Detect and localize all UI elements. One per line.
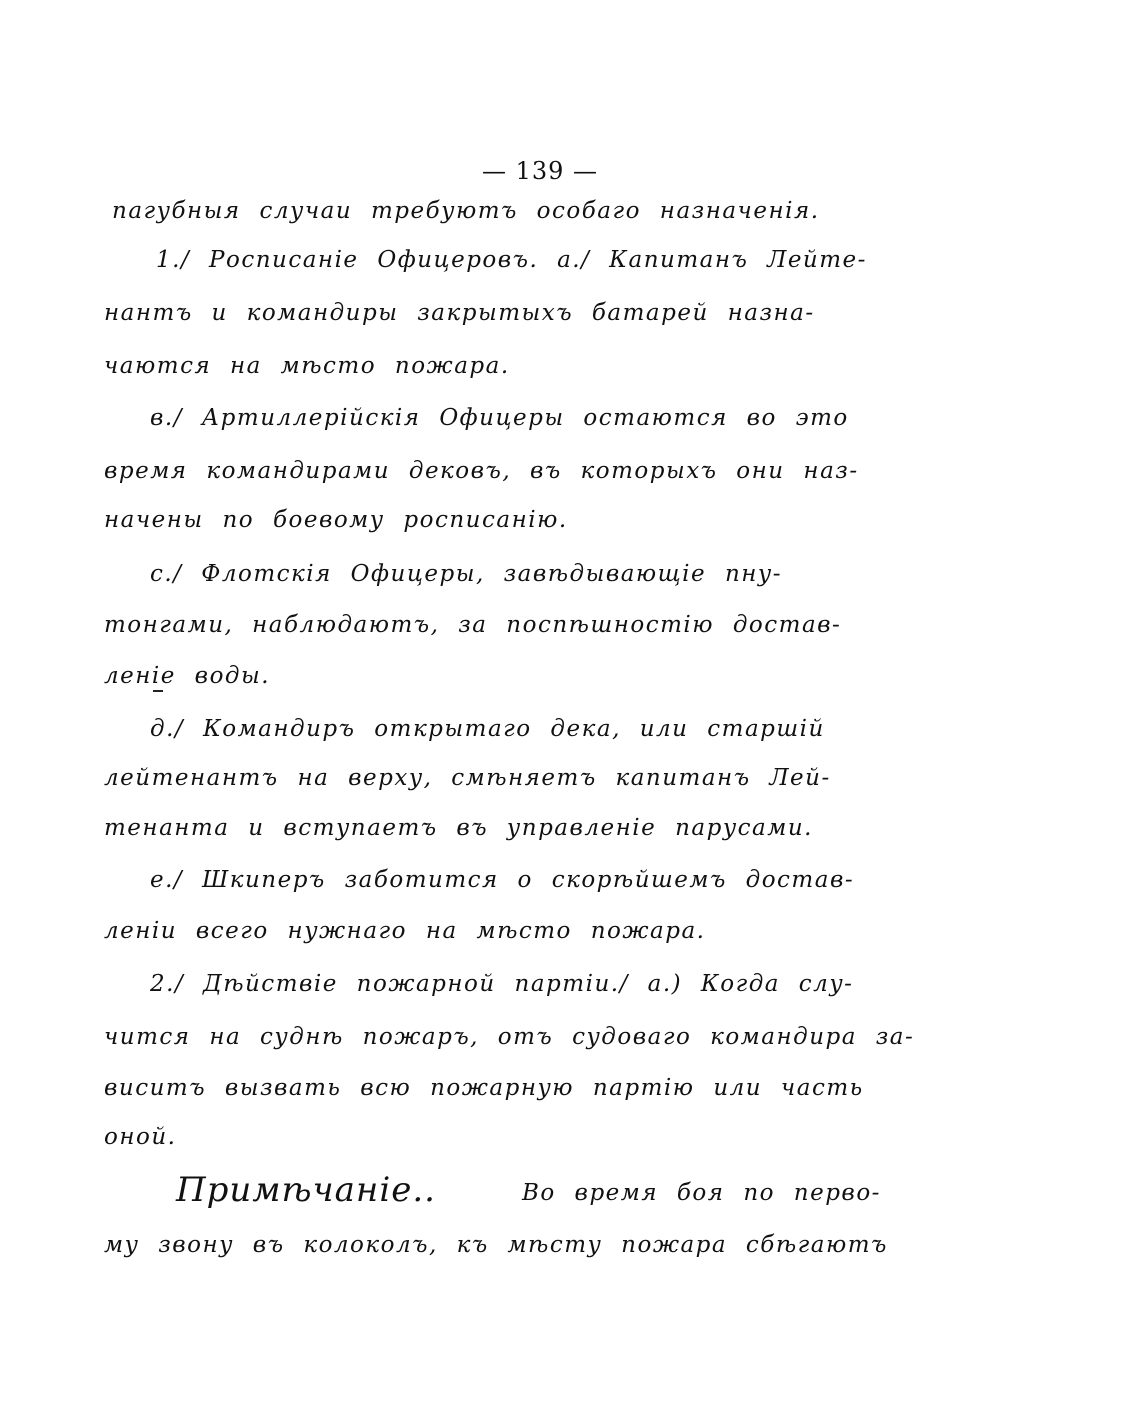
- text-line-4: чаются на мѣсто пожара.: [104, 353, 510, 379]
- note-line-2: му звону въ колоколъ, къ мѣсту пожара сбѣгаютъ: [104, 1232, 888, 1258]
- text-line-17: чится на суднѣ пожаръ, отъ судоваго командира за-: [104, 1024, 915, 1050]
- text-line-3: нантъ и командиры закрытыхъ батарей назна-: [104, 300, 815, 326]
- text-line-18: виситъ вызвать всю пожарную партію или часть: [104, 1075, 864, 1101]
- page-number: — 139 —: [481, 157, 599, 185]
- text-line-2: 1./ Росписаніе Офицеровъ. а./ Капитанъ Лейте-: [156, 247, 867, 273]
- text-line-11: д./ Командиръ открытаго дека, или старшій: [150, 716, 825, 742]
- text-line-9: тонгами, наблюдаютъ, за поспѣшностію достав-: [104, 612, 842, 638]
- text-line-12: лейтенантъ на верху, смѣняетъ капитанъ Лей-: [104, 765, 831, 791]
- text-line-6: время командирами дековъ, въ которыхъ они наз-: [104, 458, 859, 484]
- text-line-7: начены по боевому росписанію.: [104, 507, 568, 533]
- text-line-19: оной.: [104, 1124, 177, 1150]
- text-line-14: е./ Шкиперъ заботится о скорѣйшемъ достав-: [150, 867, 855, 893]
- text-line-5: в./ Артиллерійскія Офицеры остаются во это: [150, 405, 849, 431]
- note-heading: Примѣчаніе..: [176, 1170, 436, 1210]
- text-line-13: тенанта и вступаетъ въ управленіе парусами.: [104, 815, 813, 841]
- note-line-1: Во время боя по перво-: [522, 1180, 881, 1206]
- text-line-16: 2./ Дѣйствіе пожарной партіи./ а.) Когда слу-: [150, 971, 854, 997]
- text-line-10: леніе воды.: [104, 663, 271, 689]
- text-line-1: пагубныя случаи требуютъ особаго назначенія.: [112, 198, 820, 224]
- text-line-15: леніи всего нужнаго на мѣсто пожара.: [104, 918, 706, 944]
- pen-mark: [153, 690, 163, 692]
- text-line-8: с./ Флотскія Офицеры, завѣдывающіе пну-: [150, 561, 783, 587]
